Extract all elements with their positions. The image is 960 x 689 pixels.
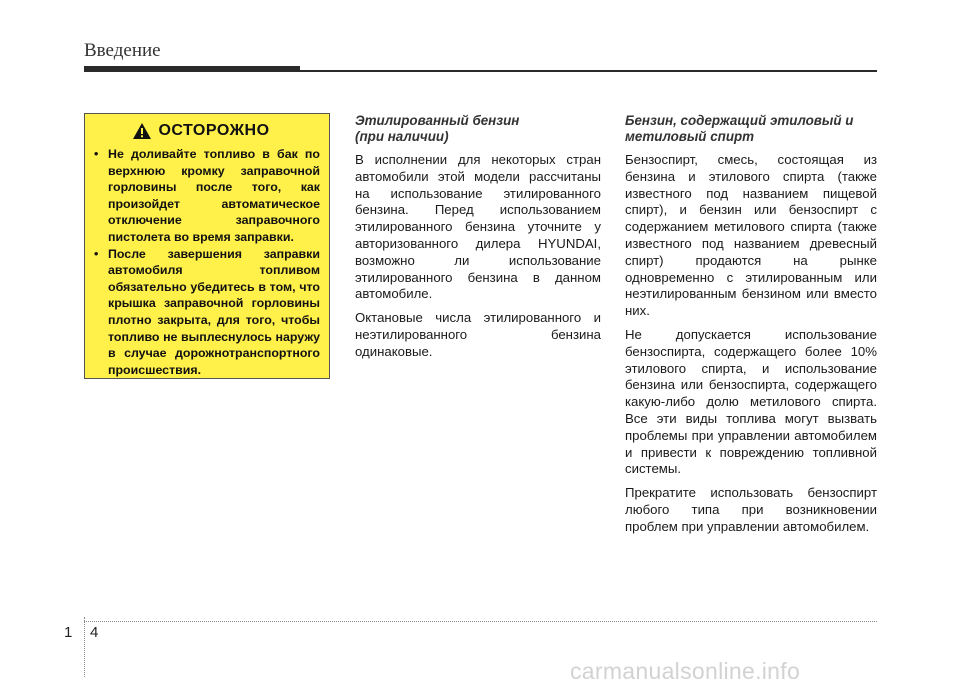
section-heading-line: Бензин, содержащий этиловый и <box>625 113 854 128</box>
caution-item <box>94 246 320 379</box>
footer-divider-vertical <box>84 617 85 677</box>
alcohol-fuel-section <box>625 113 877 543</box>
warning-triangle-icon <box>132 122 152 140</box>
footer-divider-horizontal <box>84 621 877 622</box>
caution-item-text: Не доливайте топливо в бак по верхнюю кромку заправочной горловины после того, как произойдет автоматическое отключение заправочного пистолета во время заправки. <box>108 147 320 244</box>
section-heading-line: Этилированный бензин <box>355 113 520 128</box>
caution-item-text: После завершения заправки автомобиля топливом обязательно убедитесь в том, что крышка заправочной горловины плотно закрыта, для того, чтобы топливо не выплеснулось наружу в случае дорожнотранспортного происшествия. <box>108 246 320 377</box>
bullet-icon: • <box>94 147 99 161</box>
body-paragraph: Бензоспирт, смесь, состоящая из бензина и этилового спирта (также известного под названием пищевой спирт), и бензин или бензоспирт с содержанием метилового спирта (также известного под названием древесный спирт) продаются на рынке одновременно с этилированным или неэтилированным бензином или вместо них. <box>625 152 877 319</box>
caution-list <box>94 146 320 378</box>
section-heading-line: (при наличии) <box>355 129 449 144</box>
caution-title: ОСТОРОЖНО <box>158 122 270 139</box>
bullet-icon: • <box>94 246 99 261</box>
leaded-fuel-section <box>355 113 601 368</box>
caution-box <box>84 113 330 379</box>
body-paragraph: Октановые числа этилированного и неэтилированного бензина одинаковые. <box>355 310 601 359</box>
body-paragraph: В исполнении для некоторых стран автомобили этой модели рассчитаны на использование этилированного бензина. Перед использованием этилированного бензина уточните у авторизованного дилера HYUNDAI, возможно ли использование этилированного бензина в данном автомобиле. <box>355 152 601 302</box>
chapter-number: 1 <box>64 624 73 641</box>
section-heading-line: метиловый спирт <box>625 129 755 144</box>
page-header-title: Введение <box>84 40 161 61</box>
body-paragraph: Прекратите использовать бензоспирт любого типа при возникновении проблем при управлении автомобилем. <box>625 485 877 534</box>
watermark-text: carmanualsonline.info <box>570 658 801 684</box>
header-rule-thick <box>84 66 300 72</box>
caution-header <box>82 122 320 140</box>
caution-item <box>94 146 320 246</box>
section-heading <box>625 113 877 145</box>
page-number: 4 <box>90 624 99 641</box>
header-rule-thin <box>300 70 877 72</box>
section-heading <box>355 113 601 145</box>
body-paragraph: Не допускается использование бензоспирта, содержащего более 10% этилового спирта, и использование бензина или бензоспирта, содержащего какую-либо долю метилового спирта. Все эти виды топлива могут вызвать проблемы при управлении автомобилем и привести к повреждению топливной системы. <box>625 326 877 477</box>
